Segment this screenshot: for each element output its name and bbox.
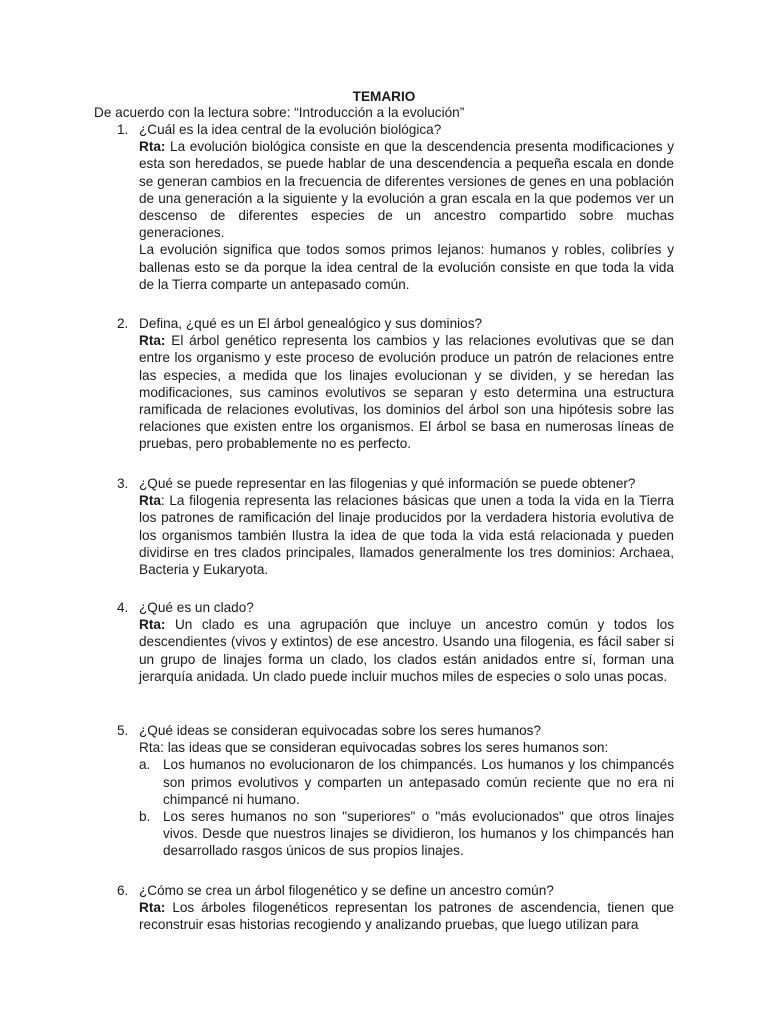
answer-block bbox=[139, 616, 674, 685]
question-number: 2. bbox=[117, 316, 129, 331]
question-5 bbox=[117, 722, 674, 860]
answer-text: : La filogenia representa las relaciones básicas que unen a toda la vida en la Tierra los patrones de ramificación del linaje producidos por la verdadera historia evolutiva de los organismos también Ilustra la idea de que toda la vida está relacionada y pueden dividirse en tres clados principales, llamados generalmente los tres dominios: Archaea, Bacteria y Eukaryota. bbox=[139, 493, 674, 578]
question-text: ¿Qué se puede representar en las filogenias y qué información se puede obtener? bbox=[139, 476, 636, 491]
question-text: ¿Qué ideas se consideran equivocadas sobre los seres humanos? bbox=[139, 723, 542, 738]
question-text: ¿Qué es un clado? bbox=[139, 600, 254, 615]
question-3 bbox=[117, 475, 674, 578]
answer-text: Rta: las ideas que se consideran equivocadas sobres los seres humanos son: bbox=[139, 740, 609, 756]
answer-block bbox=[139, 138, 674, 293]
list-item bbox=[139, 808, 674, 860]
list-item bbox=[139, 756, 674, 808]
rta-label: Rta: bbox=[139, 139, 166, 155]
answer-text: La evolución biológica consiste en que la descendencia presenta modificaciones y esta son heredados, se puede hablar de una descendencia a pequeña escala en donde se generan cambios en la frecuencia de diferentes versiones de genes en una población de una generación a la siguiente y la evolución a gran escala en la que podemos ver un descenso de diferentes especies de un ancestro compartido sobre muchas generaciones. bbox=[139, 139, 675, 241]
answer-block bbox=[139, 899, 674, 933]
answer-text: El árbol genético representa los cambios y las relaciones evolutivas que se dan entre los organismo y este proceso de evolución produce un patrón de relaciones entre las especies, a medida que los linajes evolucionan y se dividen, y se heredan las modificaciones, sus caminos evolutivos se separan y esto determina una estructura ramificada de relaciones evolutivas, los dominios del árbol son una hipótesis sobre las relaciones que existen entre los organismos. El árbol se basa en numerosas líneas de pruebas, pero probablemente no es perfecto. bbox=[139, 333, 674, 452]
question-number: 5. bbox=[117, 723, 129, 738]
question-number: 3. bbox=[117, 476, 129, 491]
question-number: 4. bbox=[117, 600, 129, 615]
question-text: Defina, ¿qué es un El árbol genealógico y sus dominios? bbox=[139, 316, 483, 331]
question-2 bbox=[117, 315, 674, 453]
list-item-text: Los seres humanos no son "superiores" o "más evolucionados" que otros linajes vivos. Desde que nuestros linajes se dividieron, los humanos y los chimpancés han desarrollado rasgos únicos de sus propios linajes. bbox=[163, 809, 674, 859]
rta-label: Rta bbox=[139, 493, 161, 509]
list-item-letter: a. bbox=[139, 757, 151, 773]
answer-text: Un clado es una agrupación que incluye un ancestro común y todos los descendientes (vivos y extintos) de ese ancestro. Usando una filogenia, es fácil saber si un grupo de linajes forma un clado, los clados están anidados entre sí, forman una jerarquía anidada. Un clado puede incluir muchos miles de especies o solo unas pocas. bbox=[139, 617, 674, 684]
question-text: ¿Cómo se crea un árbol filogenético y se define un ancestro común? bbox=[139, 883, 554, 898]
rta-label: Rta: bbox=[139, 617, 166, 633]
question-number: 6. bbox=[117, 883, 129, 898]
answer-extra-text: La evolución significa que todos somos primos lejanos: humanos y robles, colibríes y ballenas esto se da porque la idea central de la evolución consiste en que toda la vida de la Tierra comparte un antepasado común. bbox=[139, 242, 674, 292]
list-item-text: Los humanos no evolucionaron de los chimpancés. Los humanos y los chimpancés son primos evolutivos y comparten un antepasado común reciente que no era ni chimpancé ni humano. bbox=[163, 757, 674, 807]
document-title: TEMARIO bbox=[352, 89, 416, 104]
answer-text: Los árboles filogenéticos representan los patrones de ascendencia, tienen que reconstruir esas historias recogiendo y analizando pruebas, que luego utilizan para bbox=[139, 900, 674, 933]
rta-label: Rta: bbox=[139, 900, 166, 916]
rta-label: Rta: bbox=[139, 333, 166, 349]
question-6 bbox=[117, 882, 674, 934]
list-item-letter: b. bbox=[139, 809, 151, 825]
answer-block bbox=[139, 492, 674, 578]
intro-line: De acuerdo con la lectura sobre: “Introducción a la evolución” bbox=[94, 105, 465, 120]
question-1 bbox=[117, 121, 674, 293]
answer-block bbox=[139, 739, 674, 756]
question-4 bbox=[117, 599, 674, 685]
question-text: ¿Cuál es la idea central de la evolución biológica? bbox=[139, 122, 442, 137]
answer-block bbox=[139, 332, 674, 452]
question-number: 1. bbox=[117, 122, 129, 137]
